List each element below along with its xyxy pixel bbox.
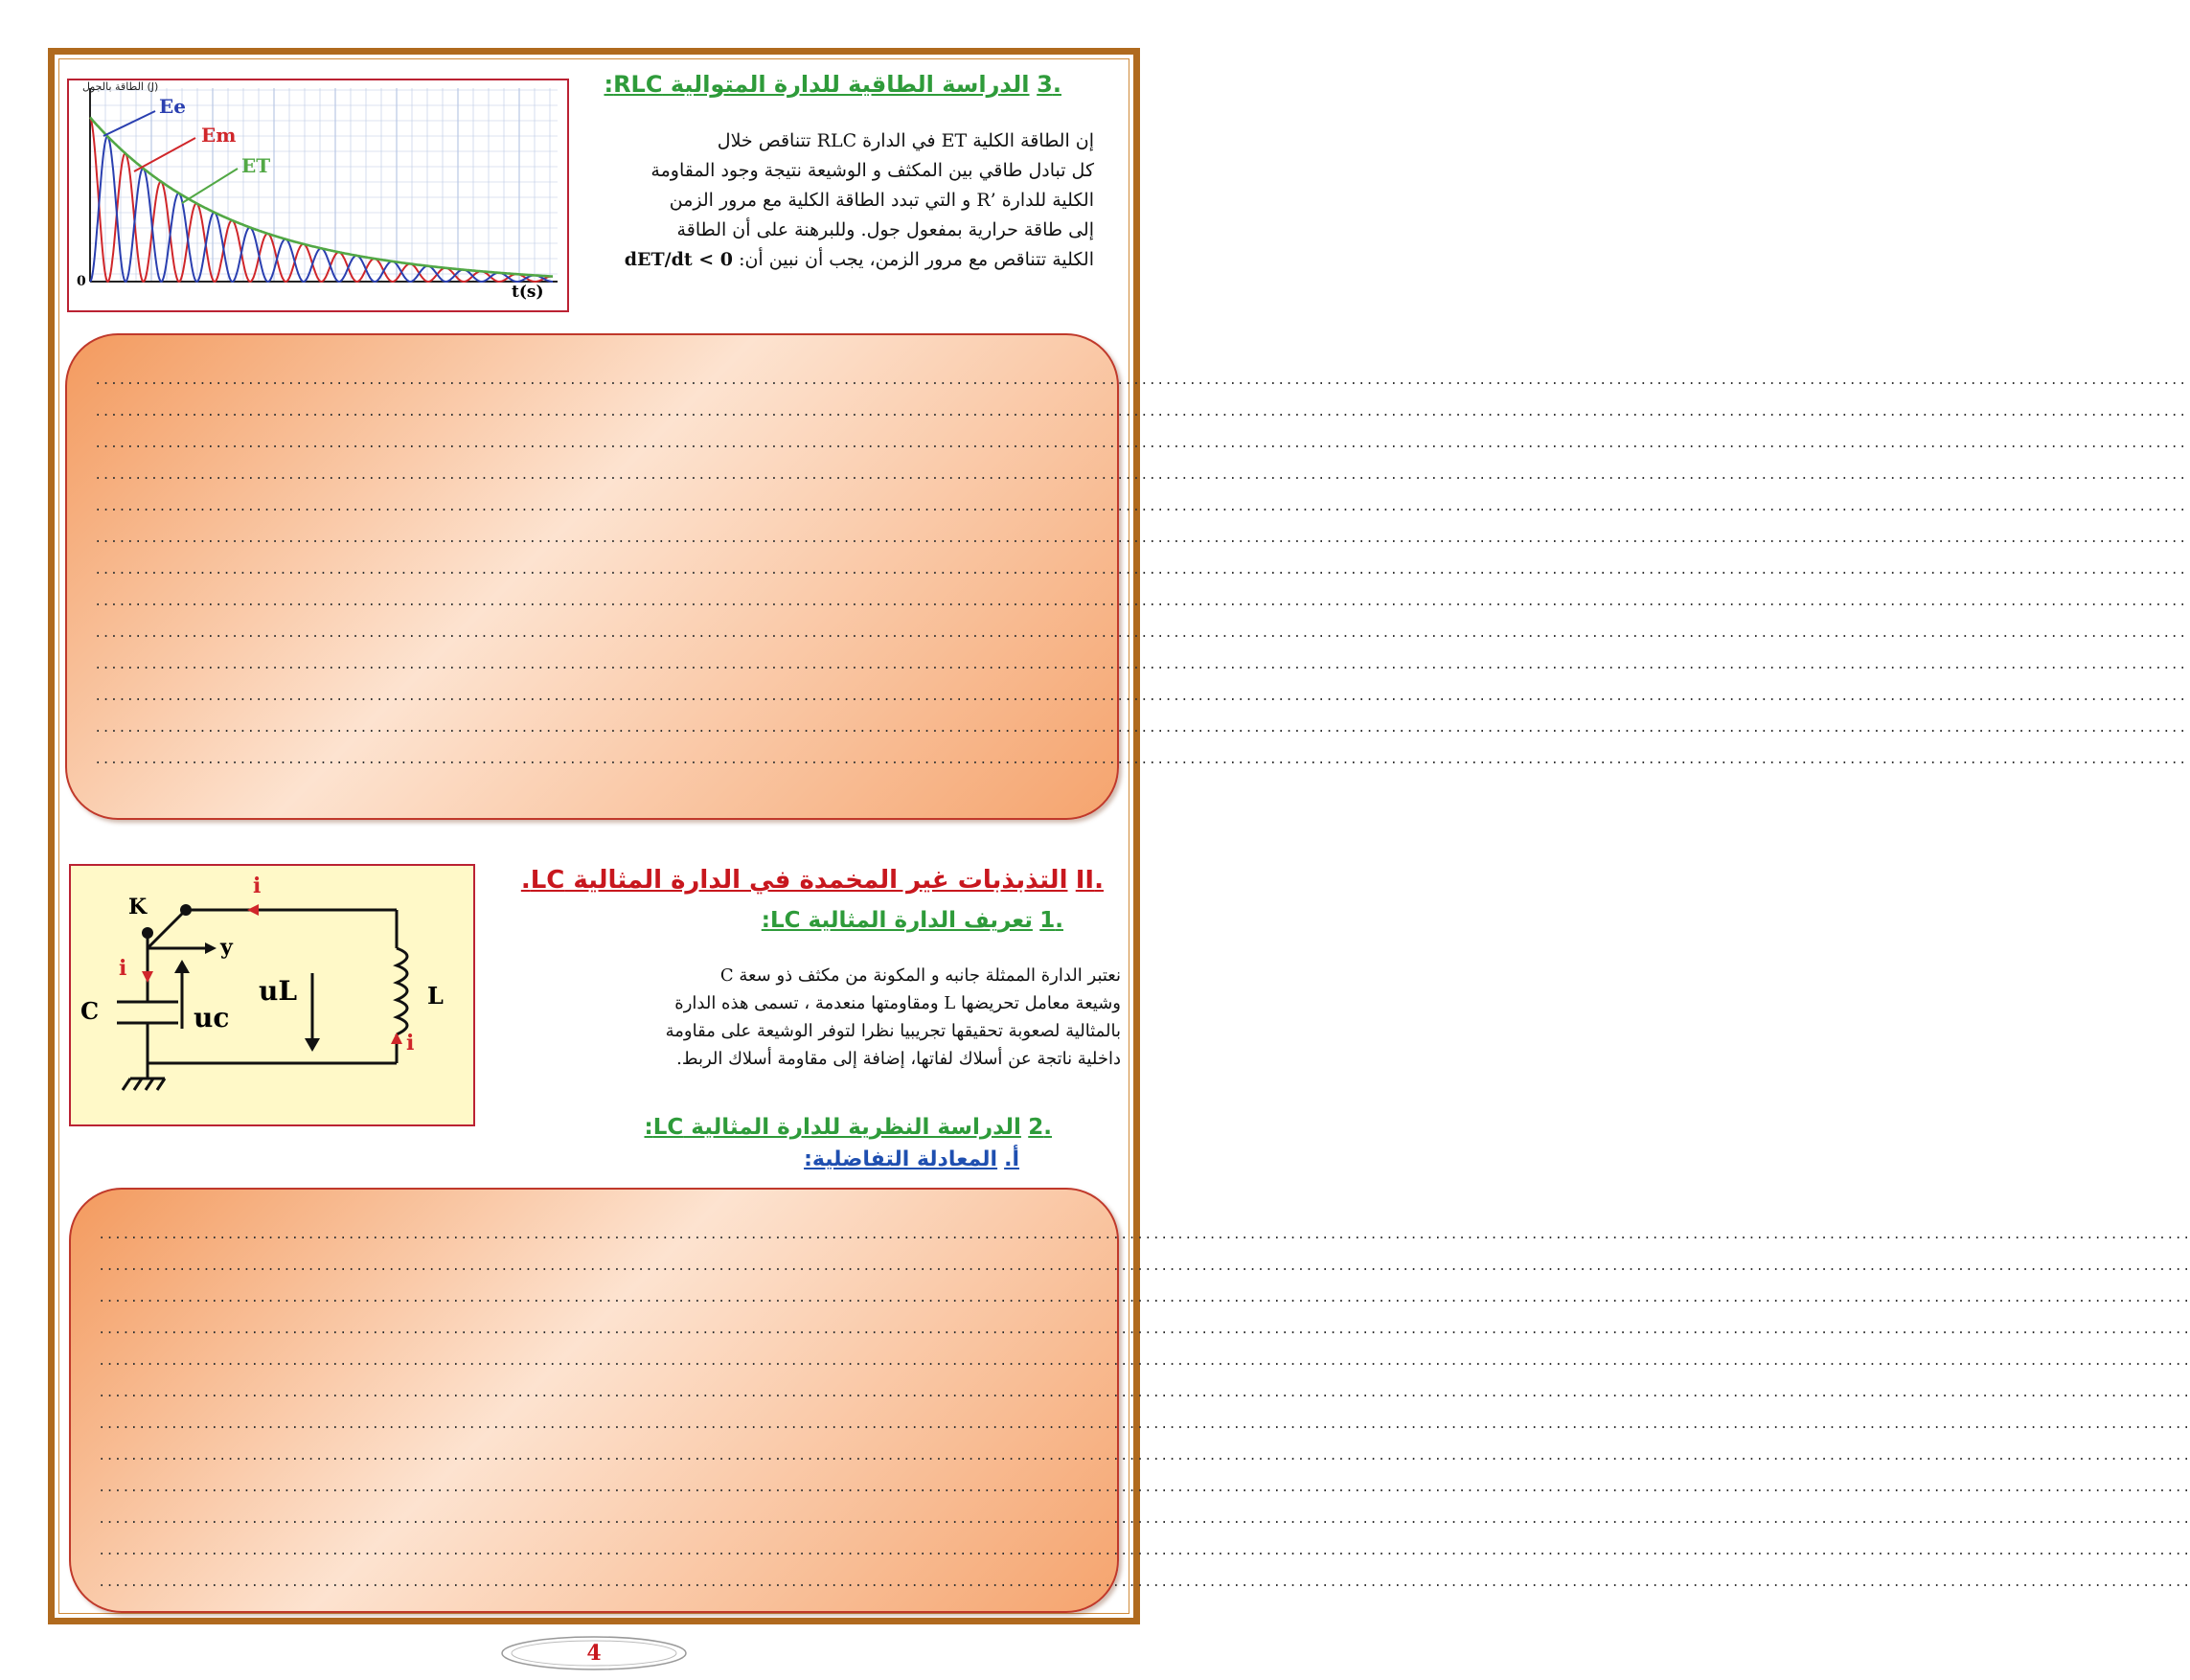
section3-line: إن الطاقة الكلية ET في الدارة RLC تتناقص خلال (717, 130, 1094, 151)
chart-ylabel: الطاقة بالجول (J) (82, 80, 159, 93)
page-number-badge (498, 1634, 690, 1672)
sub2a-title: المعادلة التفاضلية: (804, 1147, 998, 1171)
section3-line: كل تبادل طاقي بين المكثف و الوشيعة نتيجة وجود المقاومة (650, 160, 1094, 181)
answer-line[interactable]: .................................................................................................................................................................................................................................................................... (98, 1576, 2190, 1591)
current-label-top: i (253, 874, 262, 898)
answer-line[interactable]: .................................................................................................................................................................................................................................................................... (94, 563, 2187, 579)
switch-label: K (128, 895, 148, 919)
section2-paragraph (489, 962, 1121, 1073)
answer-line[interactable]: .................................................................................................................................................................................................................................................................... (94, 658, 2187, 673)
y-label: y (220, 935, 233, 960)
chart-xlabel: t(s) (512, 283, 544, 302)
section2-sub2-heading (644, 1115, 1052, 1140)
section2-sub2a-heading (804, 1147, 1019, 1171)
answer-line[interactable]: .................................................................................................................................................................................................................................................................... (98, 1481, 2190, 1496)
answer-line[interactable]: .................................................................................................................................................................................................................................................................... (94, 721, 2187, 737)
sub2-number: .2 (1028, 1115, 1052, 1140)
answer-box-2[interactable] (69, 1188, 2190, 1613)
sub2-title: الدراسة النظرية للدارة المثالية LC: (644, 1115, 1021, 1140)
section2-heading (521, 866, 1104, 895)
section3-title: الدراسة الطاقية للدارة المتوالية RLC: (604, 71, 1030, 98)
answer-line[interactable]: .................................................................................................................................................................................................................................................................... (98, 1418, 2190, 1433)
uc-label: uc (194, 1002, 230, 1033)
current-label-right: i (406, 1031, 415, 1056)
section2-number: .II (1075, 866, 1104, 895)
section2-title: التذبذبات غير المخمدة في الدارة المثالية LC. (520, 866, 1068, 895)
answer-line[interactable]: .................................................................................................................................................................................................................................................................... (94, 690, 2187, 705)
section3-line: الكلية للدارة ’R و التي تبدد الطاقة الكلية مع مرور الزمن (669, 190, 1094, 211)
answer-line[interactable]: .................................................................................................................................................................................................................................................................... (94, 468, 2187, 484)
section3-line: الكلية تتناقص مع مرور الزمن، يجب أن نبين أن: dET/dt < 0 (624, 249, 1094, 270)
label-ee: Ee (159, 95, 186, 118)
et-curve (90, 118, 553, 277)
energy-chart (67, 79, 569, 312)
current-label-left: i (119, 956, 127, 981)
answer-line[interactable]: .................................................................................................................................................................................................................................................................... (98, 1449, 2190, 1464)
section3-number: .3 (1037, 71, 1061, 98)
section3-paragraph (558, 126, 1094, 275)
lc-circuit-svg (71, 866, 469, 1121)
sub1-number: .1 (1039, 908, 1063, 933)
inequality: dET/dt < 0 (624, 249, 734, 270)
section3-line: إلى طاقة حرارية بمفعول جول. وللبرهنة على أن الطاقة (676, 219, 1094, 240)
answer-line[interactable]: .................................................................................................................................................................................................................................................................... (94, 437, 2187, 452)
capacitor-label: C (80, 997, 100, 1025)
answer-line[interactable]: .................................................................................................................................................................................................................................................................... (94, 595, 2187, 610)
section2-line: نعتبر الدارة الممثلة جانبه و المكونة من مكثف ذو سعة C (719, 965, 1121, 986)
answer-line[interactable]: .................................................................................................................................................................................................................................................................... (94, 405, 2187, 420)
ul-label: uL (259, 975, 298, 1007)
sub1-title: تعريف الدارة المثالية LC: (761, 908, 1033, 933)
answer-line[interactable]: .................................................................................................................................................................................................................................................................... (98, 1512, 2190, 1528)
section2-line: بالمثالية لصعوبة تحقيقها تجريبيا نظرا لتوفر الوشيعة على مقاومة (665, 1021, 1121, 1041)
section2-line: وشيعة معامل تحريضها L ومقاومتها منعدمة ، تسمى هذه الدارة (674, 993, 1121, 1013)
section2-line: داخلية ناتجة عن أسلاك لفاتها، إضافة إلى مقاومة أسلاك الربط. (676, 1049, 1121, 1069)
answer-line[interactable]: .................................................................................................................................................................................................................................................................... (98, 1260, 2190, 1275)
chart-origin: 0 (77, 274, 86, 289)
answer-line[interactable]: .................................................................................................................................................................................................................................................................... (98, 1354, 2190, 1370)
answer-line[interactable]: .................................................................................................................................................................................................................................................................... (98, 1228, 2190, 1243)
answer-line[interactable]: .................................................................................................................................................................................................................................................................... (94, 532, 2187, 547)
section3-heading (604, 71, 1061, 98)
answer-line[interactable]: .................................................................................................................................................................................................................................................................... (98, 1386, 2190, 1401)
ee-curve (90, 118, 553, 283)
sub2a-marker: أ. (1004, 1147, 1019, 1171)
answer-line[interactable]: .................................................................................................................................................................................................................................................................... (94, 500, 2187, 515)
lc-circuit-diagram (69, 864, 475, 1126)
answer-line[interactable]: .................................................................................................................................................................................................................................................................... (94, 374, 2187, 389)
answer-line[interactable]: .................................................................................................................................................................................................................................................................... (98, 1291, 2190, 1306)
energy-chart-svg (69, 80, 563, 306)
answer-line[interactable]: .................................................................................................................................................................................................................................................................... (98, 1323, 2190, 1338)
answer-line[interactable]: .................................................................................................................................................................................................................................................................... (94, 753, 2187, 768)
label-et: ET (241, 154, 271, 177)
page-number: 4 (586, 1641, 602, 1666)
answer-line[interactable]: .................................................................................................................................................................................................................................................................... (94, 626, 2187, 642)
section2-sub1-heading (762, 908, 1063, 933)
answer-box-1[interactable] (65, 333, 2187, 820)
answer-line[interactable]: .................................................................................................................................................................................................................................................................... (98, 1544, 2190, 1559)
inductor-label: L (427, 982, 444, 1010)
label-em: Em (201, 124, 237, 147)
